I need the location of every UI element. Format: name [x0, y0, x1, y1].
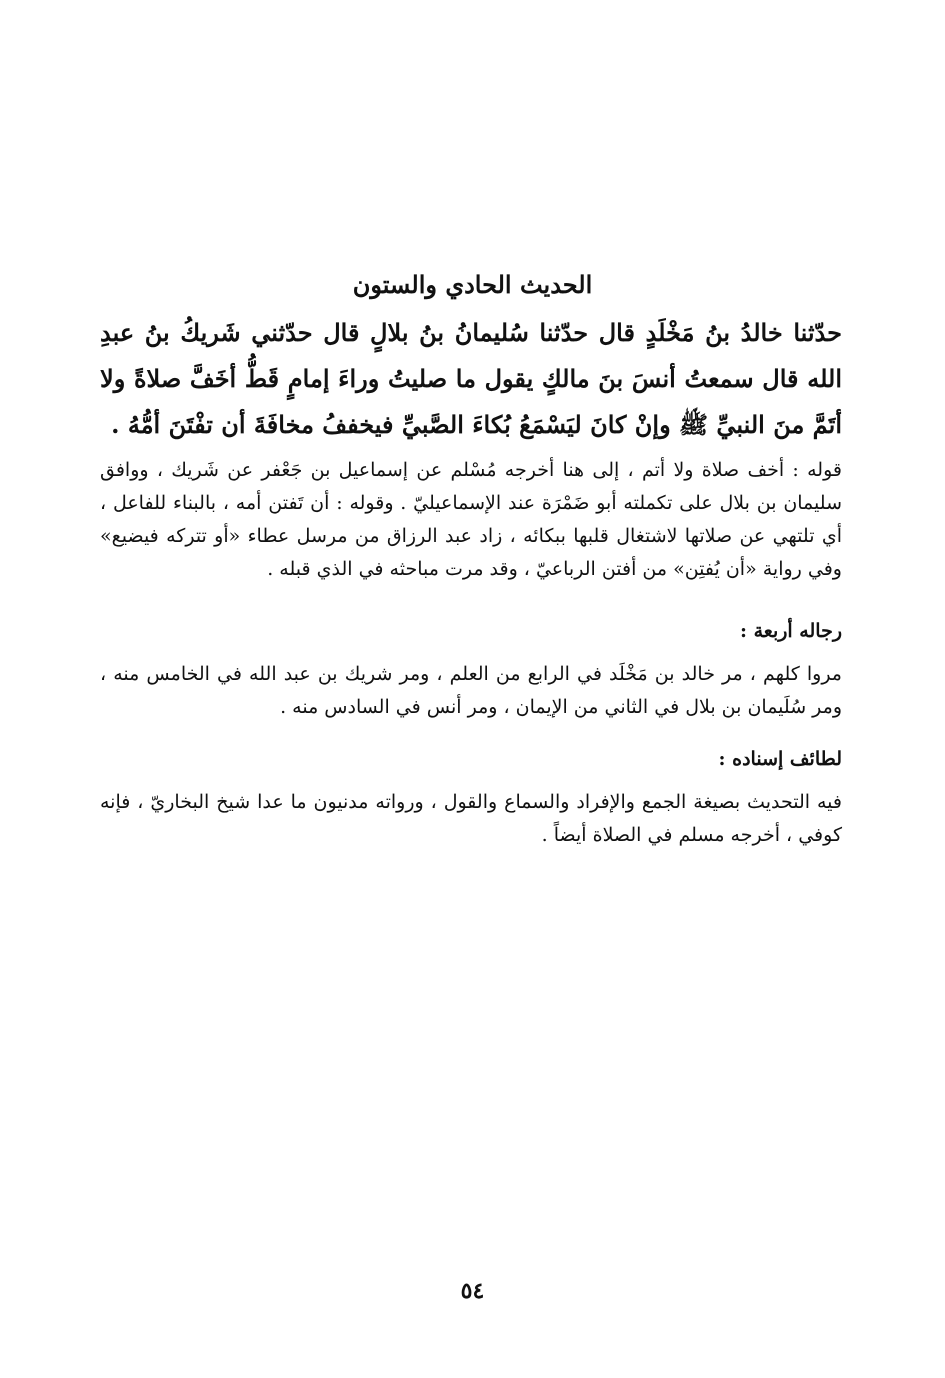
chain-subtleties-heading: لطائف إسناده :: [718, 748, 842, 770]
narrators-heading: رجاله أربعة :: [739, 620, 842, 642]
narrators-paragraph: مروا كلهم ، مر خالد بن مَخْلَد في الرابع من العلم ، ومر شريك بن عبد الله في الخامس منه ، ومر سُلَيمان بن بلال في الثاني من الإيمان ، ومر أنس في السادس منه .: [100, 663, 842, 718]
hadith-title: الحديث الحادي والستون: [352, 270, 593, 299]
hadith-text: حدّثنا خالدُ بنُ مَخْلَدٍ قال حدّثنا سُليمانُ بنُ بلالٍ قال حدّثني شَريكُ بنُ عبدِ الله قال سمعتُ أنسَ بنَ مالكٍ يقول ما صليتُ وراءَ إمامٍ قَطُّ أخَفَّ صلاةً ولا أتَمَّ منَ النبيِّ ﷺ وإنْ كانَ ليَسْمَعُ بُكاءَ الصَّبيِّ فيخففُ مخافَةَ أن تفْتَنَ أمُّهُ .: [100, 318, 842, 439]
commentary-paragraph: قوله : أخف صلاة ولا أتم ، إلى هنا أخرجه مُسْلم عن إسماعيل بن جَعْفر عن شَريك ، ووافق سليمان بن بلال على تكملته أبو ضَمْرَة عند الإسماعيليّ . وقوله : أن تَفتن أمه ، بالبناء للفاعل ، أي تلتهي عن صلاتها لاشتغال قلبها ببكائه ، زاد عبد الرزاق من مرسل عطاء «أو تتركه فيضيع» وفي رواية «أن يُفتِن» من أفتن الرباعيّ ، وقد مرت مباحثه في الذي قبله .: [100, 459, 842, 580]
page-number: ٥٤: [460, 1278, 485, 1304]
chain-subtleties-paragraph: فيه التحديث بصيغة الجمع والإفراد والسماع والقول ، ورواته مدنيون ما عدا شيخ البخاريّ ، فإنه كوفي ، أخرجه مسلم في الصلاة أيضاً .: [100, 791, 842, 846]
